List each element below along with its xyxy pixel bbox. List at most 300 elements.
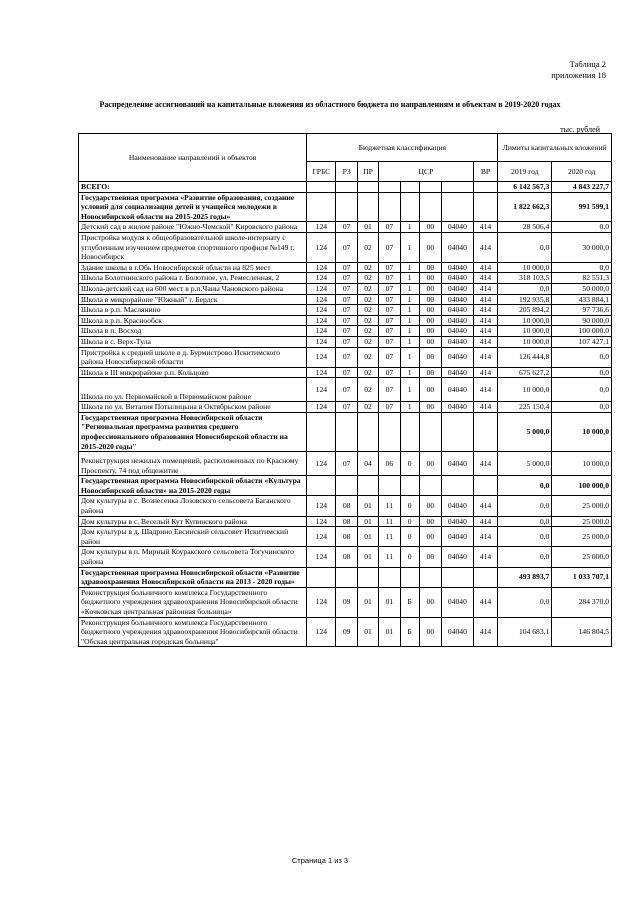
cell-rz	[336, 182, 357, 193]
cell-c2	[400, 192, 419, 222]
cell-rz	[336, 412, 357, 451]
table-row	[79, 516, 612, 527]
cell-rz: 07	[336, 262, 357, 273]
cell-pr: 02	[357, 294, 378, 305]
cell-grbs: 124	[307, 527, 336, 547]
row-name: Школа в III микрорайоне р.п. Кольцово	[79, 367, 307, 378]
cell-c1	[379, 182, 400, 193]
cell-c2: Б	[400, 617, 419, 647]
cell-c3: 00	[419, 378, 441, 402]
cell-rz: 07	[336, 232, 357, 262]
cell-c1: 07	[379, 305, 400, 316]
cell-grbs: 124	[307, 367, 336, 378]
cell-pr: 02	[357, 402, 378, 413]
cell-c1	[379, 476, 400, 496]
row-name: Дом культуры в с. Веселый Кут Купинского района	[79, 516, 307, 527]
table-row	[79, 496, 612, 516]
cell-c1: 07	[379, 402, 400, 413]
cell-pr: 01	[357, 547, 378, 567]
cell-vr: 414	[473, 527, 498, 547]
cell-grbs	[307, 192, 336, 222]
cell-grbs: 124	[307, 547, 336, 567]
cell-vr: 414	[473, 315, 498, 326]
cell-c2: 1	[400, 378, 419, 402]
cell-c2: 1	[400, 402, 419, 413]
cell-2020: 1 033 707,1	[552, 567, 612, 587]
cell-2020: 284 370,0	[552, 587, 612, 617]
document-title: Распределение ассигнований на капитальные вложения из областного бюджета по направлениям и объектам в 2019-2020 годах	[99, 100, 561, 109]
cell-2020: 25 000,0	[552, 516, 612, 527]
cell-2020: 0,0	[552, 402, 612, 413]
cell-c1: 01	[379, 587, 400, 617]
program-row	[79, 412, 612, 451]
cell-2020: 0,0	[552, 378, 612, 402]
cell-c1: 11	[379, 516, 400, 527]
cell-c4: 04040	[442, 547, 473, 567]
cell-rz	[336, 192, 357, 222]
row-name: Дом культуры в п. Мирный Коуракского сельсовета Тогучинского района	[79, 547, 307, 567]
cell-grbs	[307, 412, 336, 451]
cell-rz: 07	[336, 315, 357, 326]
cell-c3: 00	[419, 402, 441, 413]
header-2020: 2020 год	[552, 162, 612, 182]
table-row	[79, 283, 612, 294]
cell-c2: 1	[400, 294, 419, 305]
row-name: Школа Болотнинского района г. Болотное, ул. Ремесленная, 2	[79, 273, 307, 284]
cell-2020: 4 843 227,7	[552, 182, 612, 193]
cell-2020: 146 804,5	[552, 617, 612, 647]
cell-pr	[357, 476, 378, 496]
cell-c3	[419, 182, 441, 193]
cell-rz: 07	[336, 326, 357, 337]
table-row	[79, 367, 612, 378]
cell-rz: 08	[336, 516, 357, 527]
cell-2019: 10 000,0	[498, 336, 552, 347]
cell-c2: 1	[400, 326, 419, 337]
cell-2020: 10 000,0	[552, 452, 612, 476]
cell-c1: 01	[379, 617, 400, 647]
cell-rz: 08	[336, 527, 357, 547]
cell-2020: 991 599,1	[552, 192, 612, 222]
cell-grbs: 124	[307, 305, 336, 316]
cell-c2	[400, 476, 419, 496]
table-row	[79, 617, 612, 647]
cell-pr: 01	[357, 617, 378, 647]
cell-rz: 08	[336, 496, 357, 516]
row-name: ВСЕГО:	[79, 182, 307, 193]
cell-c4: 04040	[442, 294, 473, 305]
cell-c2: 1	[400, 305, 419, 316]
cell-pr: 02	[357, 305, 378, 316]
cell-vr: 414	[473, 402, 498, 413]
cell-pr: 01	[357, 527, 378, 547]
cell-c4: 04040	[442, 273, 473, 284]
header-vr: ВР	[473, 162, 498, 182]
cell-2019: 0,0	[498, 476, 552, 496]
table-row	[79, 326, 612, 337]
cell-vr: 414	[473, 452, 498, 476]
cell-2020: 100 000,0	[552, 326, 612, 337]
cell-c4	[442, 412, 473, 451]
cell-pr: 02	[357, 336, 378, 347]
cell-c1	[379, 192, 400, 222]
cell-grbs: 124	[307, 402, 336, 413]
header-2019: 2019 год	[498, 162, 552, 182]
row-name: Школа по ул. Виталия Потылицына в Октябрьском районе	[79, 402, 307, 413]
annex-reference	[551, 59, 606, 81]
cell-c1: 07	[379, 273, 400, 284]
cell-rz: 07	[336, 283, 357, 294]
cell-vr: 414	[473, 326, 498, 337]
cell-rz: 07	[336, 402, 357, 413]
cell-rz: 07	[336, 305, 357, 316]
cell-c3: 00	[419, 587, 441, 617]
cell-vr: 414	[473, 222, 498, 233]
cell-2020: 30 000,0	[552, 232, 612, 262]
cell-c3: 00	[419, 232, 441, 262]
cell-c4	[442, 476, 473, 496]
cell-grbs: 124	[307, 273, 336, 284]
header-grbs: ГРБС	[307, 162, 336, 182]
cell-2019: 10 000,0	[498, 378, 552, 402]
row-name: Здание школы в г.Обь Новосибирской области на 825 мест	[79, 262, 307, 273]
cell-2019: 0,0	[498, 283, 552, 294]
cell-pr: 04	[357, 452, 378, 476]
cell-c1: 07	[379, 222, 400, 233]
cell-pr	[357, 567, 378, 587]
cell-c1: 07	[379, 326, 400, 337]
cell-c3	[419, 567, 441, 587]
table-row	[79, 305, 612, 316]
header-rz: РЗ	[336, 162, 357, 182]
cell-grbs: 124	[307, 496, 336, 516]
cell-c1: 11	[379, 496, 400, 516]
cell-c4: 04040	[442, 232, 473, 262]
cell-c2: 1	[400, 222, 419, 233]
cell-grbs: 124	[307, 262, 336, 273]
cell-rz: 07	[336, 294, 357, 305]
cell-vr: 414	[473, 294, 498, 305]
cell-c3: 00	[419, 273, 441, 284]
cell-rz: 07	[336, 347, 357, 367]
cell-pr: 01	[357, 587, 378, 617]
table-row	[79, 222, 612, 233]
cell-c2: 0	[400, 516, 419, 527]
table-row	[79, 527, 612, 547]
cell-c1: 07	[379, 294, 400, 305]
table-row	[79, 294, 612, 305]
cell-2019: 6 142 567,3	[498, 182, 552, 193]
cell-c3	[419, 192, 441, 222]
cell-rz	[336, 476, 357, 496]
cell-2019: 10 000,0	[498, 262, 552, 273]
cell-vr: 414	[473, 367, 498, 378]
annex-table-number: Таблица 2	[569, 59, 606, 69]
cell-c2: 1	[400, 347, 419, 367]
cell-c3: 00	[419, 347, 441, 367]
cell-c4: 04040	[442, 326, 473, 337]
cell-2019: 5 000,0	[498, 412, 552, 451]
cell-rz: 08	[336, 547, 357, 567]
cell-2019: 1 822 662,3	[498, 192, 552, 222]
table-row	[79, 452, 612, 476]
cell-c1: 07	[379, 367, 400, 378]
cell-2019: 0,0	[498, 527, 552, 547]
cell-c1: 07	[379, 347, 400, 367]
cell-c1: 06	[379, 452, 400, 476]
cell-pr: 02	[357, 347, 378, 367]
row-name: Школа в р.п. Маслянино	[79, 305, 307, 316]
cell-vr	[473, 412, 498, 451]
row-name: Дом культуры в д. Шадрино Евсинский сельсовет Искитимский район	[79, 527, 307, 547]
cell-c4: 04040	[442, 222, 473, 233]
total-row	[79, 182, 612, 193]
cell-rz: 07	[336, 452, 357, 476]
cell-2020: 107 427,1	[552, 336, 612, 347]
cell-grbs	[307, 182, 336, 193]
cell-c4: 04040	[442, 527, 473, 547]
cell-2020: 25 000,0	[552, 547, 612, 567]
cell-c4	[442, 192, 473, 222]
cell-2019: 0,0	[498, 547, 552, 567]
cell-c1: 11	[379, 547, 400, 567]
cell-2019: 104 683,1	[498, 617, 552, 647]
cell-2019: 0,0	[498, 587, 552, 617]
cell-pr	[357, 182, 378, 193]
row-name: Школа по ул. Первомайской в Первомайском районе	[79, 378, 307, 402]
table-row	[79, 262, 612, 273]
cell-grbs: 124	[307, 232, 336, 262]
cell-vr: 414	[473, 305, 498, 316]
cell-2020: 97 736,6	[552, 305, 612, 316]
row-name: Школа в микрорайоне "Южный" г. Бердск	[79, 294, 307, 305]
cell-c3: 00	[419, 294, 441, 305]
cell-c3: 00	[419, 222, 441, 233]
cell-pr: 01	[357, 222, 378, 233]
header-csr: ЦСР	[379, 162, 473, 182]
row-name: Школа-детский сад на 600 мест в р.п.Чаны Чановского района	[79, 283, 307, 294]
cell-vr	[473, 182, 498, 193]
row-name: Государственная программа «Развитие образования, создание условий для социализации детей и учащейся молодежи в Новосибирской области на 2015-2025 годы»	[79, 192, 307, 222]
header-name: Наименование направлений и объектов	[79, 134, 307, 182]
page-footer: Страница 1 из 3	[291, 856, 349, 865]
cell-c2: 1	[400, 273, 419, 284]
table-row	[79, 336, 612, 347]
cell-vr: 414	[473, 378, 498, 402]
cell-c1	[379, 412, 400, 451]
table-row	[79, 347, 612, 367]
cell-c2: 1	[400, 315, 419, 326]
cell-pr	[357, 412, 378, 451]
program-row	[79, 192, 612, 222]
cell-vr: 414	[473, 547, 498, 567]
cell-2020: 25 000,0	[552, 527, 612, 547]
cell-pr: 02	[357, 273, 378, 284]
cell-c4	[442, 182, 473, 193]
cell-c3: 00	[419, 336, 441, 347]
cell-2019: 205 894,2	[498, 305, 552, 316]
row-name: Государственная программа Новосибирской области "Региональная программа развития среднего профессионального образования Новосибирской области на 2015-2020 годы"	[79, 412, 307, 451]
cell-c2	[400, 567, 419, 587]
cell-c2: 1	[400, 232, 419, 262]
cell-pr: 02	[357, 283, 378, 294]
cell-2020: 25 000,0	[552, 496, 612, 516]
cell-2019: 493 893,7	[498, 567, 552, 587]
cell-c4	[442, 567, 473, 587]
table-body	[79, 182, 612, 647]
cell-grbs: 124	[307, 378, 336, 402]
cell-c4: 04040	[442, 452, 473, 476]
cell-c4: 04040	[442, 378, 473, 402]
cell-2019: 192 935,8	[498, 294, 552, 305]
cell-c2	[400, 182, 419, 193]
cell-pr	[357, 192, 378, 222]
cell-pr: 02	[357, 262, 378, 273]
cell-c1: 07	[379, 378, 400, 402]
cell-vr: 414	[473, 232, 498, 262]
cell-c1: 11	[379, 527, 400, 547]
cell-pr: 01	[357, 496, 378, 516]
header-budget-classification: Бюджетная классификация	[307, 134, 498, 162]
annex-appendix-number: приложения 18	[551, 70, 606, 80]
cell-2020: 82 551,3	[552, 273, 612, 284]
cell-c2: 0	[400, 496, 419, 516]
cell-c3	[419, 412, 441, 451]
units-label: тыс. рублей	[560, 125, 600, 134]
cell-grbs: 124	[307, 336, 336, 347]
cell-c4: 04040	[442, 367, 473, 378]
cell-c2	[400, 412, 419, 451]
cell-2020: 100 000,0	[552, 476, 612, 496]
cell-2019: 28 506,4	[498, 222, 552, 233]
cell-c3: 00	[419, 496, 441, 516]
cell-2020: 0,0	[552, 222, 612, 233]
cell-c3: 00	[419, 367, 441, 378]
cell-vr: 414	[473, 283, 498, 294]
row-name: Пристройка к средней школе в д. Бурмистрово Искитимского района Новосибирской области	[79, 347, 307, 367]
cell-c4: 04040	[442, 315, 473, 326]
row-name: Детский сад в жилом районе "Южно-Чемской" Кировского района	[79, 222, 307, 233]
cell-2019: 5 000,0	[498, 452, 552, 476]
cell-2020: 10 000,0	[552, 412, 612, 451]
cell-grbs: 124	[307, 347, 336, 367]
cell-c3: 00	[419, 315, 441, 326]
cell-c1: 07	[379, 283, 400, 294]
cell-grbs: 124	[307, 587, 336, 617]
cell-c4: 04040	[442, 336, 473, 347]
table-row	[79, 232, 612, 262]
cell-c1: 07	[379, 232, 400, 262]
row-name: Школа в с. Верх-Тула	[79, 336, 307, 347]
cell-grbs: 124	[307, 452, 336, 476]
cell-2019: 0,0	[498, 232, 552, 262]
cell-c3: 00	[419, 516, 441, 527]
cell-c2: 0	[400, 527, 419, 547]
cell-grbs: 124	[307, 315, 336, 326]
row-name: Пристройка модуля к общеобразовательной школе-интернату с углубленным изучением предметов спортивного профиля №149 г. Новосибирск	[79, 232, 307, 262]
cell-2020: 0,0	[552, 262, 612, 273]
cell-vr: 414	[473, 262, 498, 273]
cell-pr: 02	[357, 367, 378, 378]
cell-vr	[473, 567, 498, 587]
row-name: Государственная программа Новосибирской области «Развитие здравоохранения Новосибирской области на 2013 - 2020 годы»	[79, 567, 307, 587]
cell-grbs: 124	[307, 283, 336, 294]
cell-c2: 1	[400, 367, 419, 378]
cell-2019: 0,0	[498, 496, 552, 516]
cell-c3: 00	[419, 617, 441, 647]
cell-c2: 0	[400, 547, 419, 567]
row-name: Государственная программа Новосибирской области «Культура Новосибирской области» на 2015-2020 годы	[79, 476, 307, 496]
cell-rz: 07	[336, 336, 357, 347]
cell-pr: 02	[357, 232, 378, 262]
header-limits: Лимиты капитальных вложений	[498, 134, 612, 162]
cell-vr: 414	[473, 347, 498, 367]
cell-rz	[336, 567, 357, 587]
cell-vr: 414	[473, 516, 498, 527]
row-name: Школа в п. Восход	[79, 326, 307, 337]
allocation-table	[78, 133, 612, 647]
program-row	[79, 476, 612, 496]
cell-2020: 50 000,0	[552, 283, 612, 294]
cell-c3: 00	[419, 305, 441, 316]
cell-c4: 04040	[442, 402, 473, 413]
cell-vr	[473, 476, 498, 496]
cell-rz: 07	[336, 273, 357, 284]
cell-c3: 00	[419, 547, 441, 567]
cell-c2: 0	[400, 452, 419, 476]
cell-c4: 04040	[442, 347, 473, 367]
cell-pr: 02	[357, 315, 378, 326]
cell-rz: 09	[336, 587, 357, 617]
cell-vr: 414	[473, 496, 498, 516]
program-row	[79, 567, 612, 587]
cell-c2: 1	[400, 262, 419, 273]
cell-2019: 675 627,2	[498, 367, 552, 378]
cell-c4: 04040	[442, 587, 473, 617]
cell-grbs: 124	[307, 326, 336, 337]
cell-rz: 07	[336, 378, 357, 402]
cell-c4: 04040	[442, 496, 473, 516]
cell-c4: 04040	[442, 283, 473, 294]
table-row	[79, 402, 612, 413]
row-name: Дом культуры в с. Вознесенка Лозовского сельсовета Баганского района	[79, 496, 307, 516]
row-name: Реконструкция больничного комплекса Государственного бюджетного учреждения здравоохранения Новосибирской области "Обская центральная городская больница"	[79, 617, 307, 647]
cell-pr: 01	[357, 516, 378, 527]
cell-2019: 10 000,0	[498, 326, 552, 337]
cell-c1: 07	[379, 315, 400, 326]
cell-c1: 07	[379, 336, 400, 347]
cell-2020: 433 884,1	[552, 294, 612, 305]
cell-2020: 0,0	[552, 347, 612, 367]
cell-2019: 0,0	[498, 516, 552, 527]
cell-grbs	[307, 476, 336, 496]
cell-c3	[419, 476, 441, 496]
cell-grbs: 124	[307, 222, 336, 233]
cell-grbs: 124	[307, 294, 336, 305]
cell-vr	[473, 192, 498, 222]
cell-grbs	[307, 567, 336, 587]
cell-2019: 126 444,8	[498, 347, 552, 367]
cell-c4: 04040	[442, 617, 473, 647]
cell-2019: 225 150,4	[498, 402, 552, 413]
cell-c4: 04040	[442, 516, 473, 527]
cell-rz: 07	[336, 367, 357, 378]
cell-c2: 1	[400, 283, 419, 294]
cell-c3: 00	[419, 283, 441, 294]
cell-pr: 02	[357, 326, 378, 337]
cell-c3: 00	[419, 262, 441, 273]
cell-c4: 04040	[442, 305, 473, 316]
